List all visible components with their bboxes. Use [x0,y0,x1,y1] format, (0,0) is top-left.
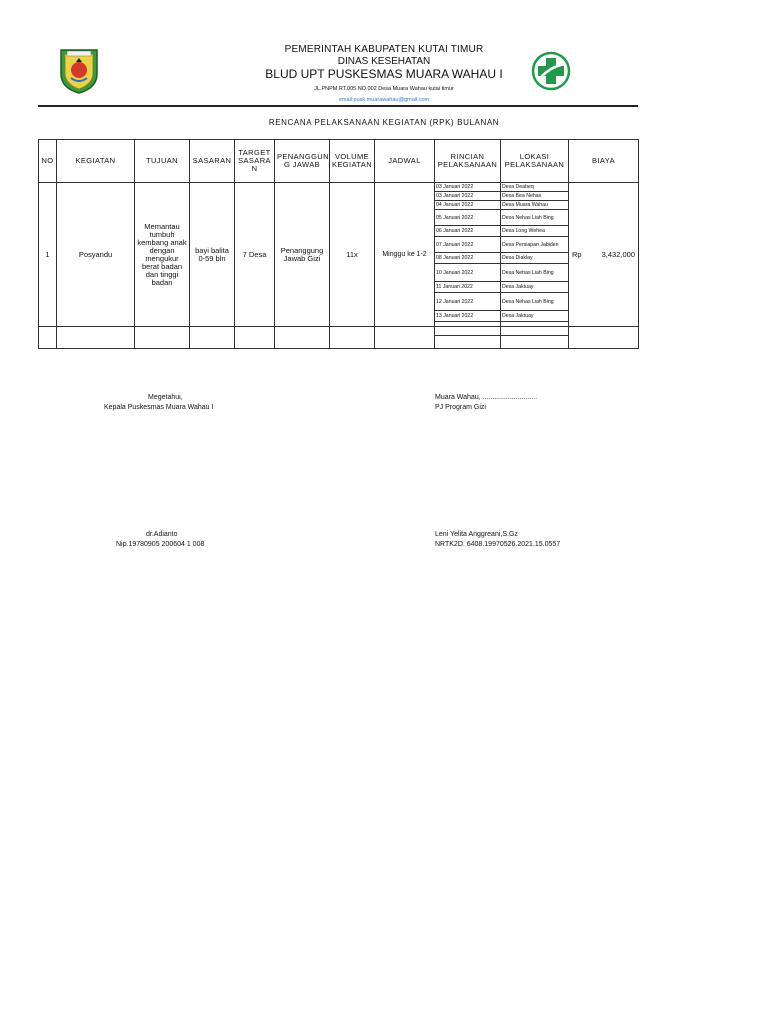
table-row-empty [39,327,639,349]
col-kegiatan: KEGIATAN [57,140,135,183]
header-address: JL.PNPM RT.005 NO.002 Desa Muara Wahau kutai timur [314,86,454,92]
col-biaya: BIAYA [569,140,639,183]
row-rincian [435,183,501,327]
schedule-date: 11 Januari 2022 [435,282,500,293]
schedule-location: Desa Muara Wahau [501,201,568,210]
row-kegiatan: Posyandu [57,183,135,327]
schedule-date: 03 Januari 2022 [435,183,500,192]
row-penanggung-jawab: Penanggung Jawab Gizi [275,183,330,327]
row-lokasi [501,183,569,327]
schedule-date: 08 Januari 2022 [435,253,500,264]
schedule-date: 07 Januari 2022 [435,237,500,253]
schedule-date: 06 Januari 2022 [435,226,500,237]
row-target: 7 Desa [235,183,275,327]
schedule-location: Desa Long Wehea [501,226,568,237]
biaya-amount: 3,432,000 [601,250,635,259]
sig-left-title: Kepala Puskesmas Muara Wahau I [104,404,214,411]
col-target: TARGET SASARA N [235,140,275,183]
sig-left-acknowledge: Megetahui, [148,394,183,401]
header-department: DINAS KESEHATAN [337,56,431,67]
schedule-dates-list [435,183,500,322]
biaya-currency: Rp [572,250,582,259]
sig-right-title: PJ Program Gizi [435,404,486,411]
header-government: PEMERINTAH KABUPATEN KUTAI TIMUR [284,44,484,55]
sig-right-nip: NRTK2D. 6408.19970526.2021.15.0557 [435,541,561,548]
schedule-location: Desa Nehas Liah Bing [501,293,568,311]
schedule-location: Desa Jaktuay [501,311,568,322]
rpk-table [38,139,639,349]
schedule-location: Desa Deabeq [501,183,568,192]
col-penanggung-jawab: PENANGGUN G JAWAB [275,140,330,183]
row-sasaran: bayi balita 0-59 bln [190,183,235,327]
header-divider [38,105,638,107]
sig-right-name: Leni Yelita Anggreani,S.Gz [435,531,518,538]
schedule-location: Desa Jaktuay [501,282,568,293]
row-jadwal: Minggu ke 1-2 [375,183,435,327]
schedule-locations-list [501,183,568,322]
row-biaya [569,183,639,327]
col-lokasi: LOKASI PELAKSANAAN [501,140,569,183]
schedule-date: 10 Januari 2022 [435,264,500,282]
row-tujuan: Memantau tumbuh kembang anak dengan mengukur berat badan dan tinggi badan [135,183,190,327]
col-rincian: RINCIAN PELAKSANAAN [435,140,501,183]
schedule-date: 03 Januari 2022 [435,192,500,201]
schedule-date: 13 Januari 2022 [435,311,500,322]
schedule-location: Desa Nehas Liah Bing [501,210,568,226]
schedule-location: Desa Bea Nehas [501,192,568,201]
table-row [39,183,639,327]
sig-left-nip: Nip.19780905 200604 1 008 [116,541,205,548]
col-volume: VOLUME KEGIATAN [330,140,375,183]
schedule-location: Desa Nehas Liah Bing [501,264,568,282]
schedule-location: Desa Diaklay [501,253,568,264]
schedule-date: 04 Januari 2022 [435,201,500,210]
table-header-row [39,140,639,183]
col-sasaran: SASARAN [190,140,235,183]
schedule-date: 05 Januari 2022 [435,210,500,226]
sig-right-place-date: Muara Wahau, ............................ [435,394,538,401]
header-email-link[interactable]: email:pusk.muarawahau@gmail.com [338,97,430,103]
document-title: RENCANA PELAKSANAAN KEGIATAN (RPK) BULANAN [268,118,500,127]
schedule-date: 12 Januari 2022 [435,293,500,311]
col-jadwal: JADWAL [375,140,435,183]
sig-left-name: dr.Adianto [146,531,178,538]
schedule-location: Desa Persiapan Jabiden [501,237,568,253]
col-no: NO [39,140,57,183]
col-tujuan: TUJUAN [135,140,190,183]
header-institution: BLUD UPT PUSKESMAS MUARA WAHAU I [265,67,503,81]
row-volume: 11x [330,183,375,327]
row-no: 1 [39,183,57,327]
